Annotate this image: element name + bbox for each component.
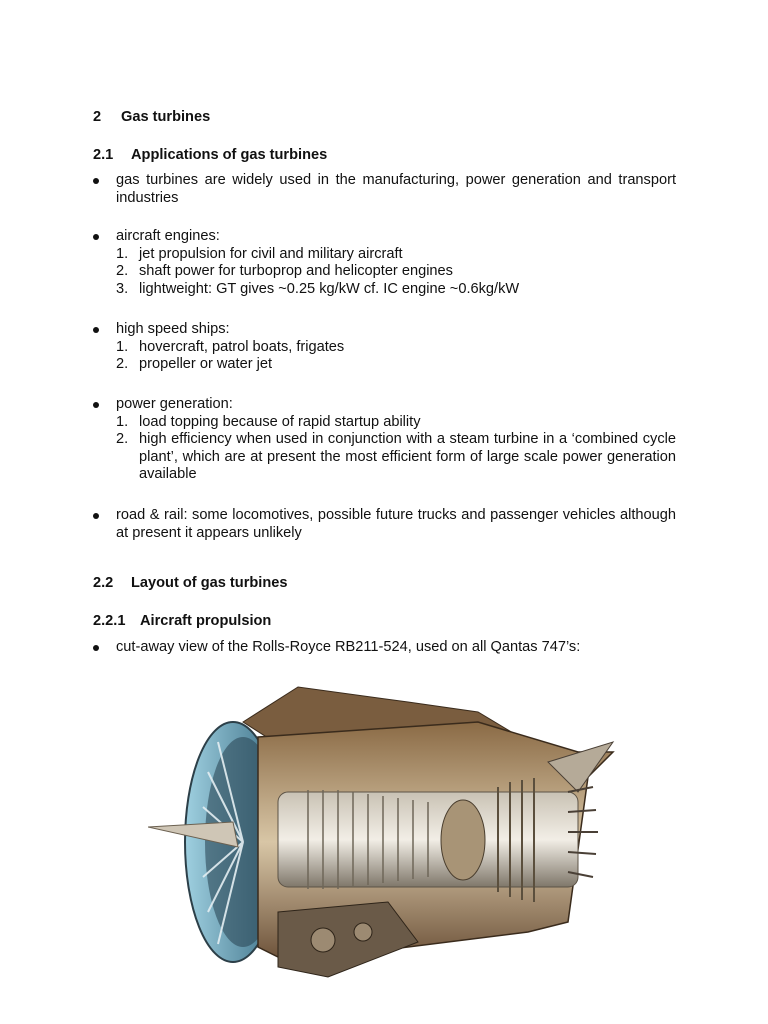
list-item: 3. lightweight: GT gives ~0.25 kg/kW cf. IC engine ~0.6kg/kW (116, 280, 520, 297)
bullet-aircraft (93, 228, 676, 298)
heading-text: Aircraft propulsion (140, 613, 272, 629)
heading-number: 2.2 (93, 575, 114, 591)
bullet-lead: power generation: (116, 396, 233, 412)
list-item: 1. hovercraft, patrol boats, frigates (116, 338, 345, 355)
numbered-list (116, 414, 676, 484)
bullet-lead: aircraft engines: (116, 228, 220, 244)
bullet-lead: high speed ships: (116, 321, 230, 337)
numbered-list (116, 339, 676, 374)
bullet-road (93, 507, 676, 542)
heading-number: 2 (93, 109, 102, 125)
bullet-text: cut-away view of the Rolls-Royce RB211-524, used on all Qantas 747’s: (116, 639, 581, 655)
engine-illustration-svg (148, 682, 618, 982)
bullet-cutaway (93, 639, 676, 657)
list-item: 2. high efficiency when used in conjunction with a steam turbine in a ‘combined cycle plant’, which are at present the most efficient form of large scale power generation available (116, 431, 676, 483)
bullet-dot (93, 178, 99, 184)
bullet-dot (93, 645, 99, 651)
numbered-list (116, 246, 676, 299)
list-item: 1. load topping because of rapid startup ability (116, 413, 421, 430)
list-item: 1. jet propulsion for civil and military aircraft (116, 245, 403, 262)
bullet-text: gas turbines are widely used in the manufacturing, power generation and transport industries (116, 172, 676, 206)
turbofan-engine-cutaway-illustration (148, 682, 618, 982)
heading-2-1 (93, 147, 327, 165)
bullet-ships (93, 321, 676, 374)
heading-text: Applications of gas turbines (131, 147, 328, 163)
bullet-power (93, 396, 676, 484)
bullet-dot (93, 402, 99, 408)
heading-2 (93, 109, 210, 127)
bullet-industries (93, 172, 676, 207)
bullet-dot (93, 327, 99, 333)
list-item: 2. shaft power for turboprop and helicopter engines (116, 263, 453, 280)
heading-text: Gas turbines (121, 109, 211, 125)
bullet-text: road & rail: some locomotives, possible future trucks and passenger vehicles although at present it appears unlikely (116, 507, 676, 541)
list-item: 2. propeller or water jet (116, 356, 273, 373)
heading-number: 2.2.1 (93, 613, 126, 629)
bullet-dot (93, 234, 99, 240)
heading-number: 2.1 (93, 147, 114, 163)
heading-2-2-1 (93, 613, 271, 631)
heading-text: Layout of gas turbines (131, 575, 288, 591)
heading-2-2 (93, 575, 288, 593)
bullet-dot (93, 513, 99, 519)
